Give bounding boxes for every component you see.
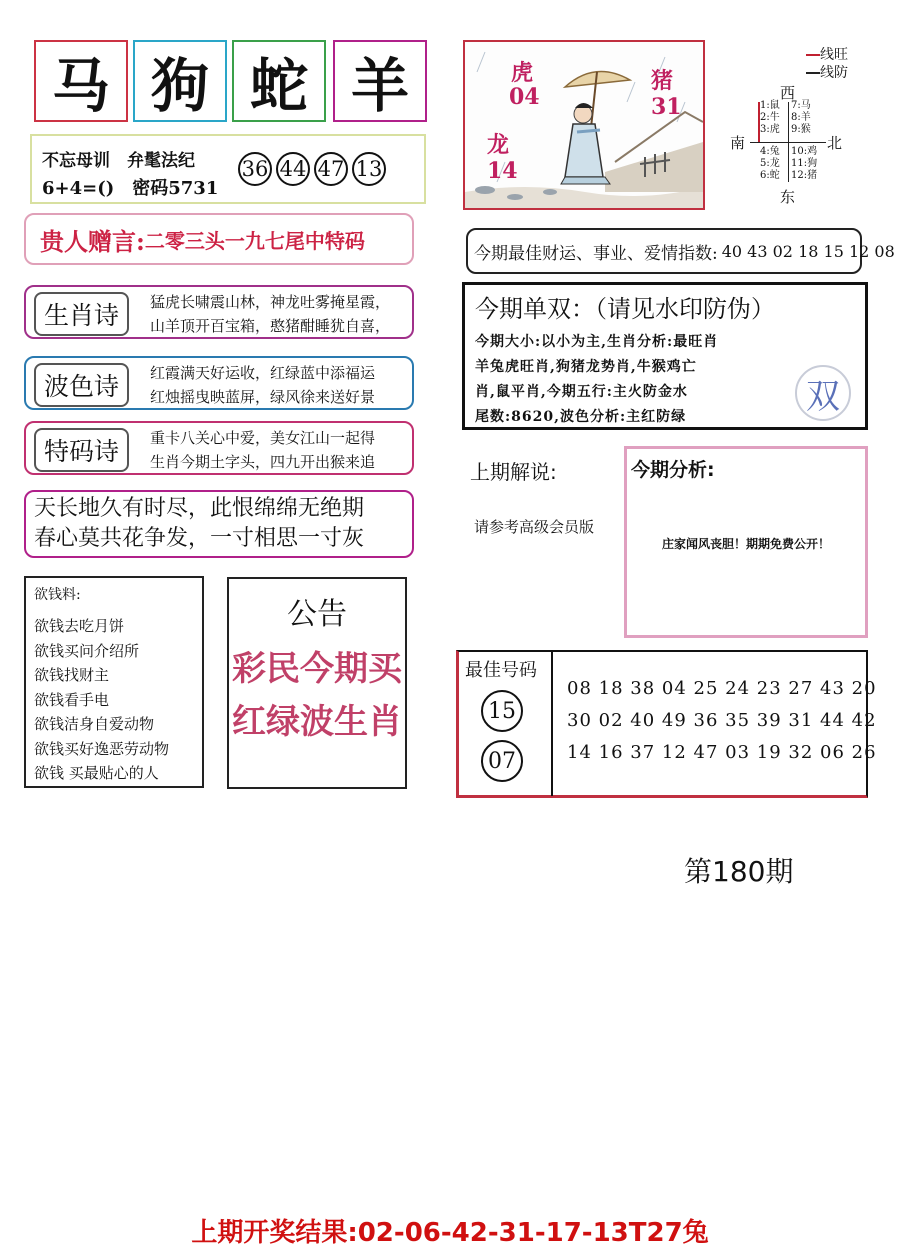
compass-right-top [791,100,811,136]
best-circle: 15 [481,690,523,732]
picture-box [463,40,705,210]
compass-item: 8:羊 [791,112,811,123]
tag-pig-name: 猪 [651,68,674,94]
danshuang-title: 今期单双：（请见水印防伪） [475,295,775,323]
zodiac-box-1: 马 [34,40,128,122]
long-poem-line-1: 天长地久有时尽，此恨绵绵无绝期 [34,496,365,521]
zodiac-box-2: 狗 [133,40,227,122]
caiyun-label: 今期最佳财运、事业、爱情指数: [474,243,718,264]
motto-numbers [238,152,390,186]
yuqian-item: 欲钱找财主 [34,666,110,684]
notice-box [227,577,407,789]
zodiac-box-3: 蛇 [232,40,326,122]
compass-item: 10:鸡 [791,146,818,157]
notice-line-2: 红绿波生肖 [232,702,402,742]
poem-box-tema [24,421,414,475]
yuqian-item: 欲钱买问介绍所 [34,641,140,660]
yuqian-item: 欲钱洁身自爱动物 [34,715,155,733]
best-row: 08 18 38 04 25 24 23 27 43 20 [567,678,877,699]
line-legend [806,46,848,82]
poem-label: 特码诗 [34,428,129,472]
compass-right-bottom [791,146,817,182]
analysis-box [624,446,868,638]
last-result [0,1212,900,1249]
motto-line-1: 不忘母训 弁髦法纪 [42,151,195,171]
notice-line-1: 彩民今期买 [232,649,402,689]
compass-item: 6:蛇 [760,170,780,181]
motto-number: 47 [314,152,348,186]
compass-item: 1:鼠 [760,100,780,111]
yuqian-item: 欲钱去吃月饼 [34,617,125,635]
analysis-title: 今期分析: [631,459,715,481]
motto-line-2: 6+4=() 密码5731 [42,178,219,199]
shangqi-note: 请参考高级会员版 [474,518,595,536]
tag-dragon-name: 龙 [487,132,510,158]
analysis-text: 庄家闻风丧胆！期期免费公开！ [661,537,830,551]
danshuang-line: 肖,鼠平肖,今期五行:主火防金水 [475,384,688,400]
compass-south: 南 [730,134,746,152]
poem-line: 猛虎长啸震山林，神龙吐雾掩星霞， [150,293,391,311]
yuqian-item: 欲钱看手电 [34,690,110,709]
legend-wang: 线旺 [806,46,848,64]
motto-number: 13 [352,152,386,186]
poem-line: 重卡八关心中爱，美女江山一起得 [150,429,376,447]
compass-left-bottom [760,146,780,182]
compass-north: 北 [827,134,843,152]
motto-box [30,134,426,204]
tag-dragon-num: 14 [487,158,518,184]
notice-title: 公告 [287,597,347,632]
compass-item: 9:猴 [791,124,811,135]
poem-label: 波色诗 [34,363,129,407]
compass-item: 3:虎 [760,124,780,135]
compass-item: 5:龙 [760,158,780,169]
yuqian-item: 欲钱买好逸恶劳动物 [34,739,170,758]
best-row: 30 02 40 49 36 35 39 31 44 42 [567,710,877,731]
tag-tiger-num: 04 [509,84,540,110]
best-title: 最佳号码 [465,660,537,681]
compass-left-top [760,100,780,136]
best-numbers-box [456,650,877,798]
best-row: 14 16 37 12 47 03 19 32 06 26 [567,742,877,763]
caiyun-numbers: 40 43 02 18 15 12 08 [721,241,895,261]
guiren-text: 二零三头一九七尾中特码 [144,228,365,253]
danshuang-line: 今期大小:以小为主,生肖分析:最旺肖 [475,334,719,350]
poem-box-bose [24,356,414,410]
compass-item: 11:狗 [791,158,818,169]
poem-line: 山羊顶开百宝箱，憨猪酣睡犹自喜， [150,317,391,335]
compass-item: 2:牛 [760,112,780,123]
danshuang-box [462,282,868,430]
poem-box-shengxiao [24,285,414,339]
poem-line: 生肖今期土字头，四九开出猴来追 [150,453,376,471]
tag-pig-num: 31 [651,94,682,120]
result-label: 上期开奖结果: [191,1218,358,1248]
yuqian-item: 欲钱 买最贴心的人 [34,764,159,782]
compass-east: 东 [780,188,796,206]
yuqian-box [24,576,204,788]
caiyun-box [466,228,895,274]
shangqi-title: 上期解说: [470,460,557,484]
tag-tiger-name: 虎 [511,60,534,86]
watermark-badge: 双 [795,365,851,421]
compass-west: 西 [780,84,796,102]
zodiac-box-4: 羊 [333,40,427,122]
best-circle: 07 [481,740,523,782]
poem-line: 红霞满天好运收，红绿蓝中添福运 [150,364,376,382]
motto-number: 44 [276,152,310,186]
poem-label: 生肖诗 [34,292,129,336]
compass-item: 7:马 [791,100,811,111]
motto-number: 36 [238,152,272,186]
issue-number: 第180期 [684,855,794,888]
result-value: 02-06-42-31-17-13T27兔 [357,1218,709,1248]
danshuang-line: 羊兔虎旺肖,狗猪龙势肖,牛猴鸡亡 [475,359,697,375]
compass [728,82,848,206]
guiren-label: 贵人赠言: [40,226,145,256]
poem-line: 红烛摇曳映蓝屏，绿风徐来送好景 [150,388,376,406]
legend-fang: 线防 [806,64,848,82]
yuqian-title: 欲钱料: [34,587,81,603]
guiren-box [24,213,414,265]
long-poem-box [24,490,414,558]
danshuang-line: 尾数:8620,波色分析:主红防绿 [475,409,687,425]
compass-item: 4:兔 [760,146,780,157]
compass-item: 12:猪 [791,170,818,181]
long-poem-line-2: 春心莫共花争发，一寸相思一寸灰 [34,526,365,551]
